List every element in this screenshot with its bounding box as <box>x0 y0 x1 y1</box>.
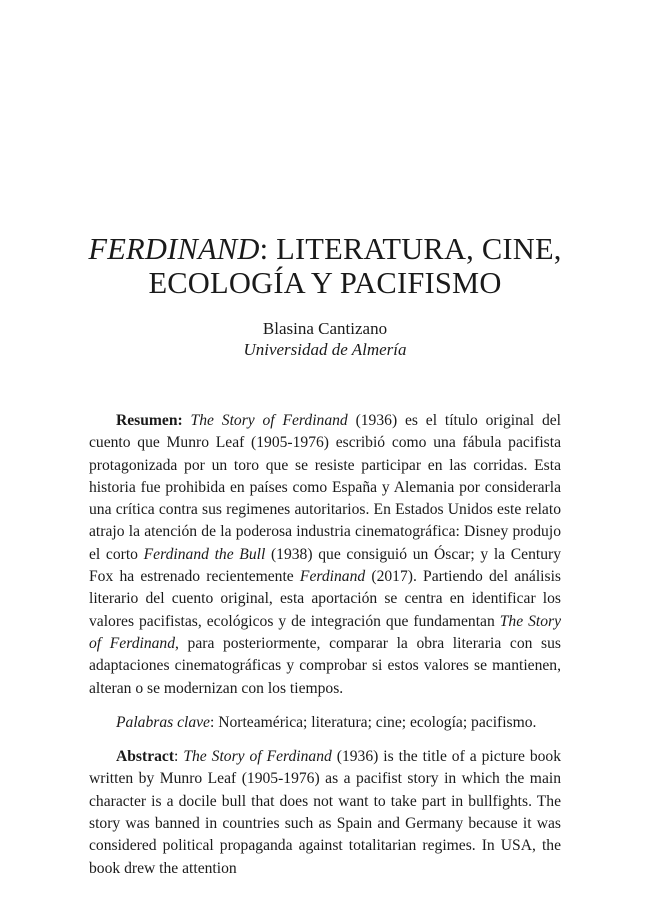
keywords-label: Palabras clave <box>116 713 210 731</box>
resumen-text-1 <box>183 412 191 429</box>
abstract-label: Abstract <box>116 748 175 766</box>
abstract-text-1: : <box>174 748 184 766</box>
author-name: Blasina Cantizano <box>262 319 388 338</box>
resumen-italic-3: Ferdinand <box>299 568 366 586</box>
resumen-label: Resumen: <box>116 412 183 429</box>
abstract-paragraph <box>89 746 561 880</box>
resumen-text-3: (1938) que consiguió un Óscar; y la Century Fox ha estrenado recientemente <box>89 545 561 586</box>
abstract-italic-1: The Story of Ferdinand <box>183 748 332 766</box>
abstract-text-2: (1936) is the title of a picture book written by Munro Leaf (1905-1976) as a pacifist story in which the main character is a docile bull that does not want to take part in bullfights. The story was banned in countries such as Spain and Germany because it was considered political propaganda against totalitarian regimes. In USA, the book drew the attention <box>89 748 562 877</box>
title-line-1-rest: : LITERATURA, CINE, <box>259 232 562 266</box>
keywords-text: : Norteamérica; literatura; cine; ecología; pacifismo. <box>209 713 537 731</box>
resumen-italic-4: The Story of Ferdinand <box>89 612 561 652</box>
article-body <box>89 410 561 880</box>
resumen-italic-1: The Story of Ferdinand <box>190 412 348 429</box>
article-title <box>60 232 590 300</box>
resumen-italic-2: Ferdinand the Bull <box>143 545 266 563</box>
keywords-paragraph <box>89 712 561 734</box>
title-line-2: ECOLOGÍA Y PACIFISMO <box>148 266 502 300</box>
author-affiliation: Universidad de Almería <box>243 340 407 359</box>
resumen-text-2: (1936) es el título original del cuento que Munro Leaf (1905-1976) escribió como una fábula pacifista protagonizada por un toro que se resiste participar en las corridas. Esta historia fue prohibida en países como España y Alemania por considerarla una crítica contra sus regimenes autoritarios. En Estados Unidos este relato atrajo la atención de la poderosa industria cinematográfica: Disney produjo el corto <box>89 412 562 563</box>
title-italic-part: FERDINAND <box>88 232 260 266</box>
resumen-text-4: (2017). Partiendo del análisis literario del cuento original, esta aportación se centra en identificar los valores pacifistas, ecológicos y de integración que fundamentan <box>89 568 561 630</box>
resumen-text-5: , para posteriormente, comparar la obra literaria con sus adaptaciones cinematográficas y comprobar si estos valores se mantienen, alteran o se modernizan con los tiempos. <box>89 634 561 697</box>
resumen-paragraph <box>89 410 561 700</box>
